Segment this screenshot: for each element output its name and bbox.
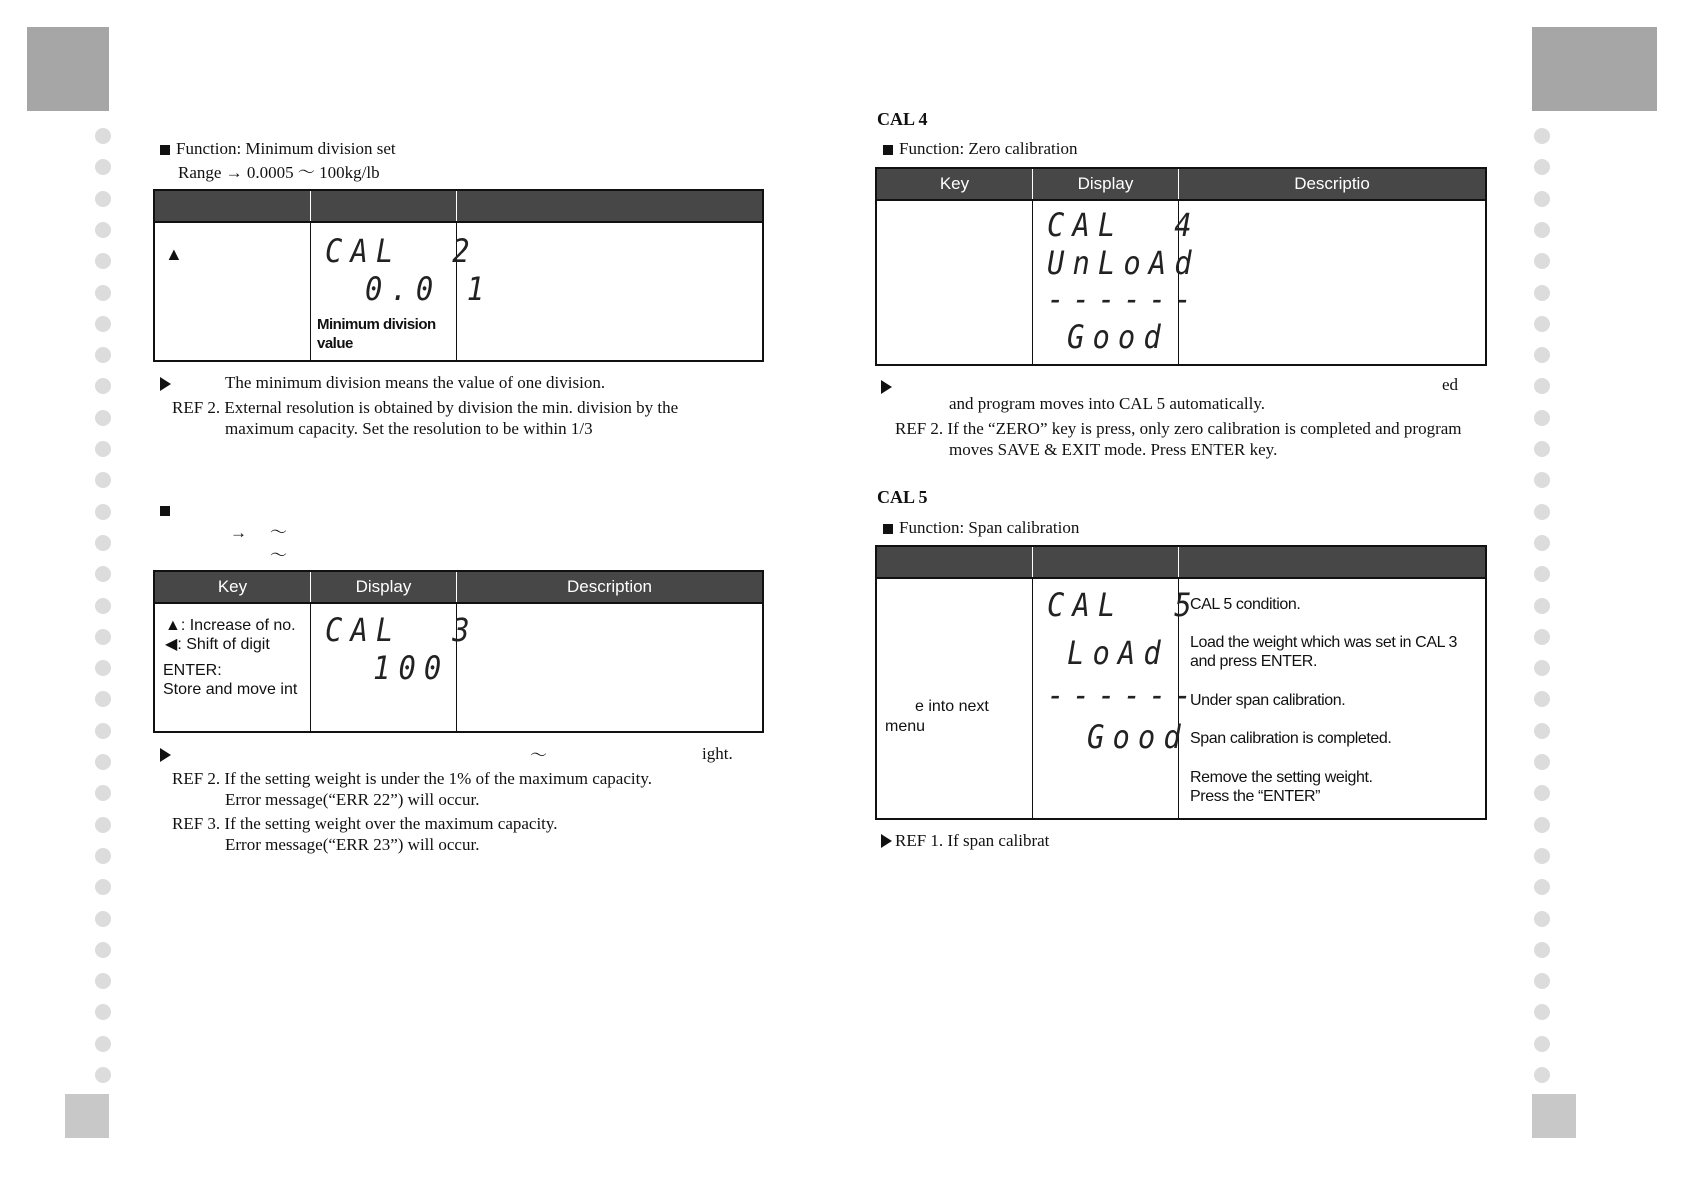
- cal5-desc-under: Under span calibration.: [1190, 692, 1346, 709]
- binding-hole: [95, 504, 111, 520]
- cal2-ref2-line2: maximum capacity. Set the resolution to be within 1/3: [225, 419, 593, 438]
- cal4-lcd-line2: UnLoAd: [1047, 244, 1200, 282]
- binding-hole: [1534, 785, 1550, 801]
- cal3-ref3-line2: Error message(“ERR 23”) will occur.: [225, 835, 480, 854]
- binding-hole: [95, 723, 111, 739]
- cal3-key-increase: ▲: Increase of no.: [165, 617, 296, 634]
- square-bullet-icon: [160, 502, 176, 520]
- corner-block-bottom-left: [65, 1094, 109, 1138]
- cal5-header-display: [1033, 546, 1179, 578]
- binding-hole: [1534, 1004, 1550, 1020]
- binding-hole: [1534, 504, 1550, 520]
- cal4-table: [875, 167, 1487, 366]
- up-triangle-icon: ▲: [165, 244, 183, 264]
- binding-hole: [95, 973, 111, 989]
- cal3-header-key: Key: [154, 571, 311, 603]
- binding-hole: [1534, 566, 1550, 582]
- cal5-key-line1: e into next: [915, 698, 989, 715]
- binding-hole: [95, 253, 111, 269]
- binding-hole: [1534, 817, 1550, 833]
- cal3-table-header: [154, 571, 763, 603]
- table-row: [154, 222, 763, 361]
- cal4-display-cell: [1033, 200, 1200, 365]
- binding-hole: [1534, 598, 1550, 614]
- binding-hole: [95, 598, 111, 614]
- square-bullet-icon: [883, 524, 893, 534]
- cal3-ref2-line1: REF 2. If the setting weight is under the 1% of the maximum capacity.: [172, 769, 652, 788]
- binding-hole: [95, 535, 111, 551]
- binding-hole: [95, 660, 111, 676]
- cal2-description-cell: [457, 222, 764, 361]
- binding-hole: [95, 128, 111, 144]
- cal4-description-cell: [1179, 200, 1487, 365]
- binding-hole: [95, 1067, 111, 1083]
- cal3-ref1-tail: ight.: [702, 744, 733, 763]
- cal5-header-description: [1179, 546, 1487, 578]
- binding-hole: [1534, 472, 1550, 488]
- binding-hole: [1534, 535, 1550, 551]
- binding-hole: [95, 159, 111, 175]
- square-bullet-icon: [160, 145, 170, 155]
- binding-hole: [1534, 942, 1550, 958]
- binding-hole: [95, 817, 111, 833]
- binding-hole: [1534, 754, 1550, 770]
- cal5-desc-condition: CAL 5 condition.: [1190, 596, 1301, 613]
- cal3-ref1-tilde: ～: [530, 746, 547, 765]
- corner-block-top-right: [1532, 27, 1657, 111]
- binding-hole: [1534, 660, 1550, 676]
- binding-hole: [95, 942, 111, 958]
- cal4-header-key: Key: [876, 168, 1033, 200]
- binding-hole: [1534, 285, 1550, 301]
- binding-hole: [95, 222, 111, 238]
- binding-hole: [95, 629, 111, 645]
- cal4-header-display: Display: [1033, 168, 1179, 200]
- square-bullet-icon: [883, 145, 893, 155]
- cal2-header-display: [311, 190, 457, 222]
- cal3-display-cell: [311, 603, 478, 732]
- cal5-table: [875, 545, 1487, 820]
- cal5-key-cell: [876, 578, 1033, 819]
- binding-hole: [1534, 441, 1550, 457]
- binding-hole: [1534, 691, 1550, 707]
- cal2-header-key: [154, 190, 311, 222]
- binding-hole: [1534, 410, 1550, 426]
- cal3-range-tilde2: ～: [270, 546, 287, 565]
- binding-hole: [95, 347, 111, 363]
- cal4-ref2-line2: moves SAVE & EXIT mode. Press ENTER key.: [949, 440, 1278, 459]
- cal5-display-cell: [1033, 578, 1200, 819]
- binding-hole: [95, 879, 111, 895]
- cal2-lcd-line2: 0.0 1: [365, 270, 493, 308]
- cal3-range-tilde1: ～: [270, 523, 287, 542]
- binding-hole: [1534, 128, 1550, 144]
- cal2-ref1: The minimum division means the value of one division.: [225, 373, 606, 392]
- binding-hole: [1534, 629, 1550, 645]
- cal5-ref1: REF 1. If span calibrat: [895, 831, 1050, 850]
- cal4-header-description: Descriptio: [1179, 168, 1487, 200]
- table-row: [876, 578, 1486, 819]
- cal3-header-display: Display: [311, 571, 457, 603]
- binding-hole: [95, 378, 111, 394]
- cal4-lcd-line4: Good: [1067, 318, 1169, 356]
- cal4-ref1-tail: ed: [1442, 375, 1459, 394]
- cal5-lcd-line3: ------: [1047, 676, 1200, 714]
- cal3-description-cell: [457, 603, 764, 732]
- cal2-range: Range → 0.0005 ～ 100kg/lb: [178, 163, 380, 182]
- binding-hole: [95, 285, 111, 301]
- cal2-display-cell: [311, 222, 493, 361]
- cal3-ref2-line2: Error message(“ERR 22”) will occur.: [225, 790, 480, 809]
- cal3-key-store: Store and move int: [163, 681, 298, 698]
- cal4-table-header: [876, 168, 1486, 200]
- binding-hole: [95, 566, 111, 582]
- cal2-key-cell: [154, 222, 311, 361]
- binding-hole: [95, 911, 111, 927]
- left-triangle-icon: ◀: [165, 636, 178, 653]
- ref-arrow-icon: [160, 376, 171, 394]
- binding-hole: [1534, 191, 1550, 207]
- cal5-description-cell: [1179, 578, 1487, 819]
- binding-hole: [1534, 1067, 1550, 1083]
- binding-hole: [95, 848, 111, 864]
- cal4-title: CAL 4: [877, 109, 928, 129]
- binding-hole: [1534, 222, 1550, 238]
- binding-hole: [95, 1036, 111, 1052]
- cal5-key-line2: menu: [885, 718, 926, 735]
- binding-hole: [1534, 848, 1550, 864]
- cal5-lcd-line4: Good: [1087, 718, 1189, 756]
- cal4-ref2-line1: REF 2. If the “ZERO” key is press, only zero calibration is completed and program: [895, 419, 1462, 438]
- cal2-ref2-line1: REF 2. External resolution is obtained by division the min. division by the: [172, 398, 679, 417]
- table-row: [876, 200, 1486, 365]
- binding-hole: [95, 691, 111, 707]
- cal4-key-cell: [876, 200, 1033, 365]
- table-row: [154, 603, 763, 732]
- cal4-lcd-line3: ------: [1047, 280, 1200, 318]
- binding-hole: [1534, 879, 1550, 895]
- binding-hole: [95, 472, 111, 488]
- cal4-lcd-line1: CAL 4: [1047, 206, 1200, 244]
- binding-hole: [95, 191, 111, 207]
- cal5-function: Function: Span calibration: [883, 517, 1079, 538]
- binding-hole: [1534, 1036, 1550, 1052]
- ref-arrow-icon: [881, 379, 892, 397]
- binding-hole: [1534, 723, 1550, 739]
- cal5-desc-remove: Remove the setting weight.: [1190, 769, 1373, 786]
- binding-hole: [1534, 253, 1550, 269]
- corner-block-top-left: [27, 27, 109, 111]
- cal5-title: CAL 5: [877, 487, 928, 507]
- cal3-ref3-line1: REF 3. If the setting weight over the maximum capacity.: [172, 814, 558, 833]
- cal3-header-description: Description: [457, 571, 764, 603]
- binding-hole: [1534, 911, 1550, 927]
- binding-hole: [95, 316, 111, 332]
- cal2-function: Function: Minimum division set: [160, 138, 396, 159]
- cal2-lcd-line1: CAL 2: [325, 232, 478, 270]
- cal3-lcd-line1: CAL 3: [325, 611, 478, 649]
- cal3-range-arrow: →: [230, 523, 247, 542]
- cal3-key-enter: ENTER:: [163, 662, 222, 679]
- cal2-table-header: [154, 190, 763, 222]
- cal3-table: [153, 570, 764, 733]
- binding-hole: [1534, 973, 1550, 989]
- cal5-desc-press: Press the “ENTER”: [1190, 788, 1321, 805]
- corner-block-bottom-right: [1532, 1094, 1576, 1138]
- binding-hole: [1534, 159, 1550, 175]
- binding-hole: [95, 410, 111, 426]
- cal3-lcd-line2: 100: [373, 649, 450, 687]
- binding-hole: [1534, 316, 1550, 332]
- cal5-lcd-line2: LoAd: [1067, 634, 1169, 672]
- cal4-ref1-line2: and program moves into CAL 5 automatically.: [949, 394, 1266, 413]
- cal2-table: [153, 189, 764, 362]
- ref-arrow-icon: [881, 833, 892, 851]
- binding-hole: [95, 1004, 111, 1020]
- cal5-lcd-line1: CAL 5: [1047, 586, 1200, 624]
- ref-arrow-icon: [160, 747, 171, 765]
- cal5-desc-load: Load the weight which was set in CAL 3 and press ENTER.: [1190, 634, 1458, 670]
- cal2-display-caption: Minimum division value: [317, 316, 436, 352]
- binding-hole: [1534, 347, 1550, 363]
- binding-hole: [95, 754, 111, 770]
- binding-hole: [95, 441, 111, 457]
- cal5-table-header: [876, 546, 1486, 578]
- binding-hole: [95, 785, 111, 801]
- cal5-desc-completed: Span calibration is completed.: [1190, 730, 1392, 747]
- binding-hole: [1534, 378, 1550, 394]
- cal3-key-cell: [154, 603, 311, 732]
- cal3-key-shift: ◀: Shift of digit: [165, 636, 270, 653]
- cal2-header-description: [457, 190, 764, 222]
- cal4-function: Function: Zero calibration: [883, 138, 1077, 159]
- cal5-header-key: [876, 546, 1033, 578]
- up-triangle-icon: ▲: [165, 617, 181, 634]
